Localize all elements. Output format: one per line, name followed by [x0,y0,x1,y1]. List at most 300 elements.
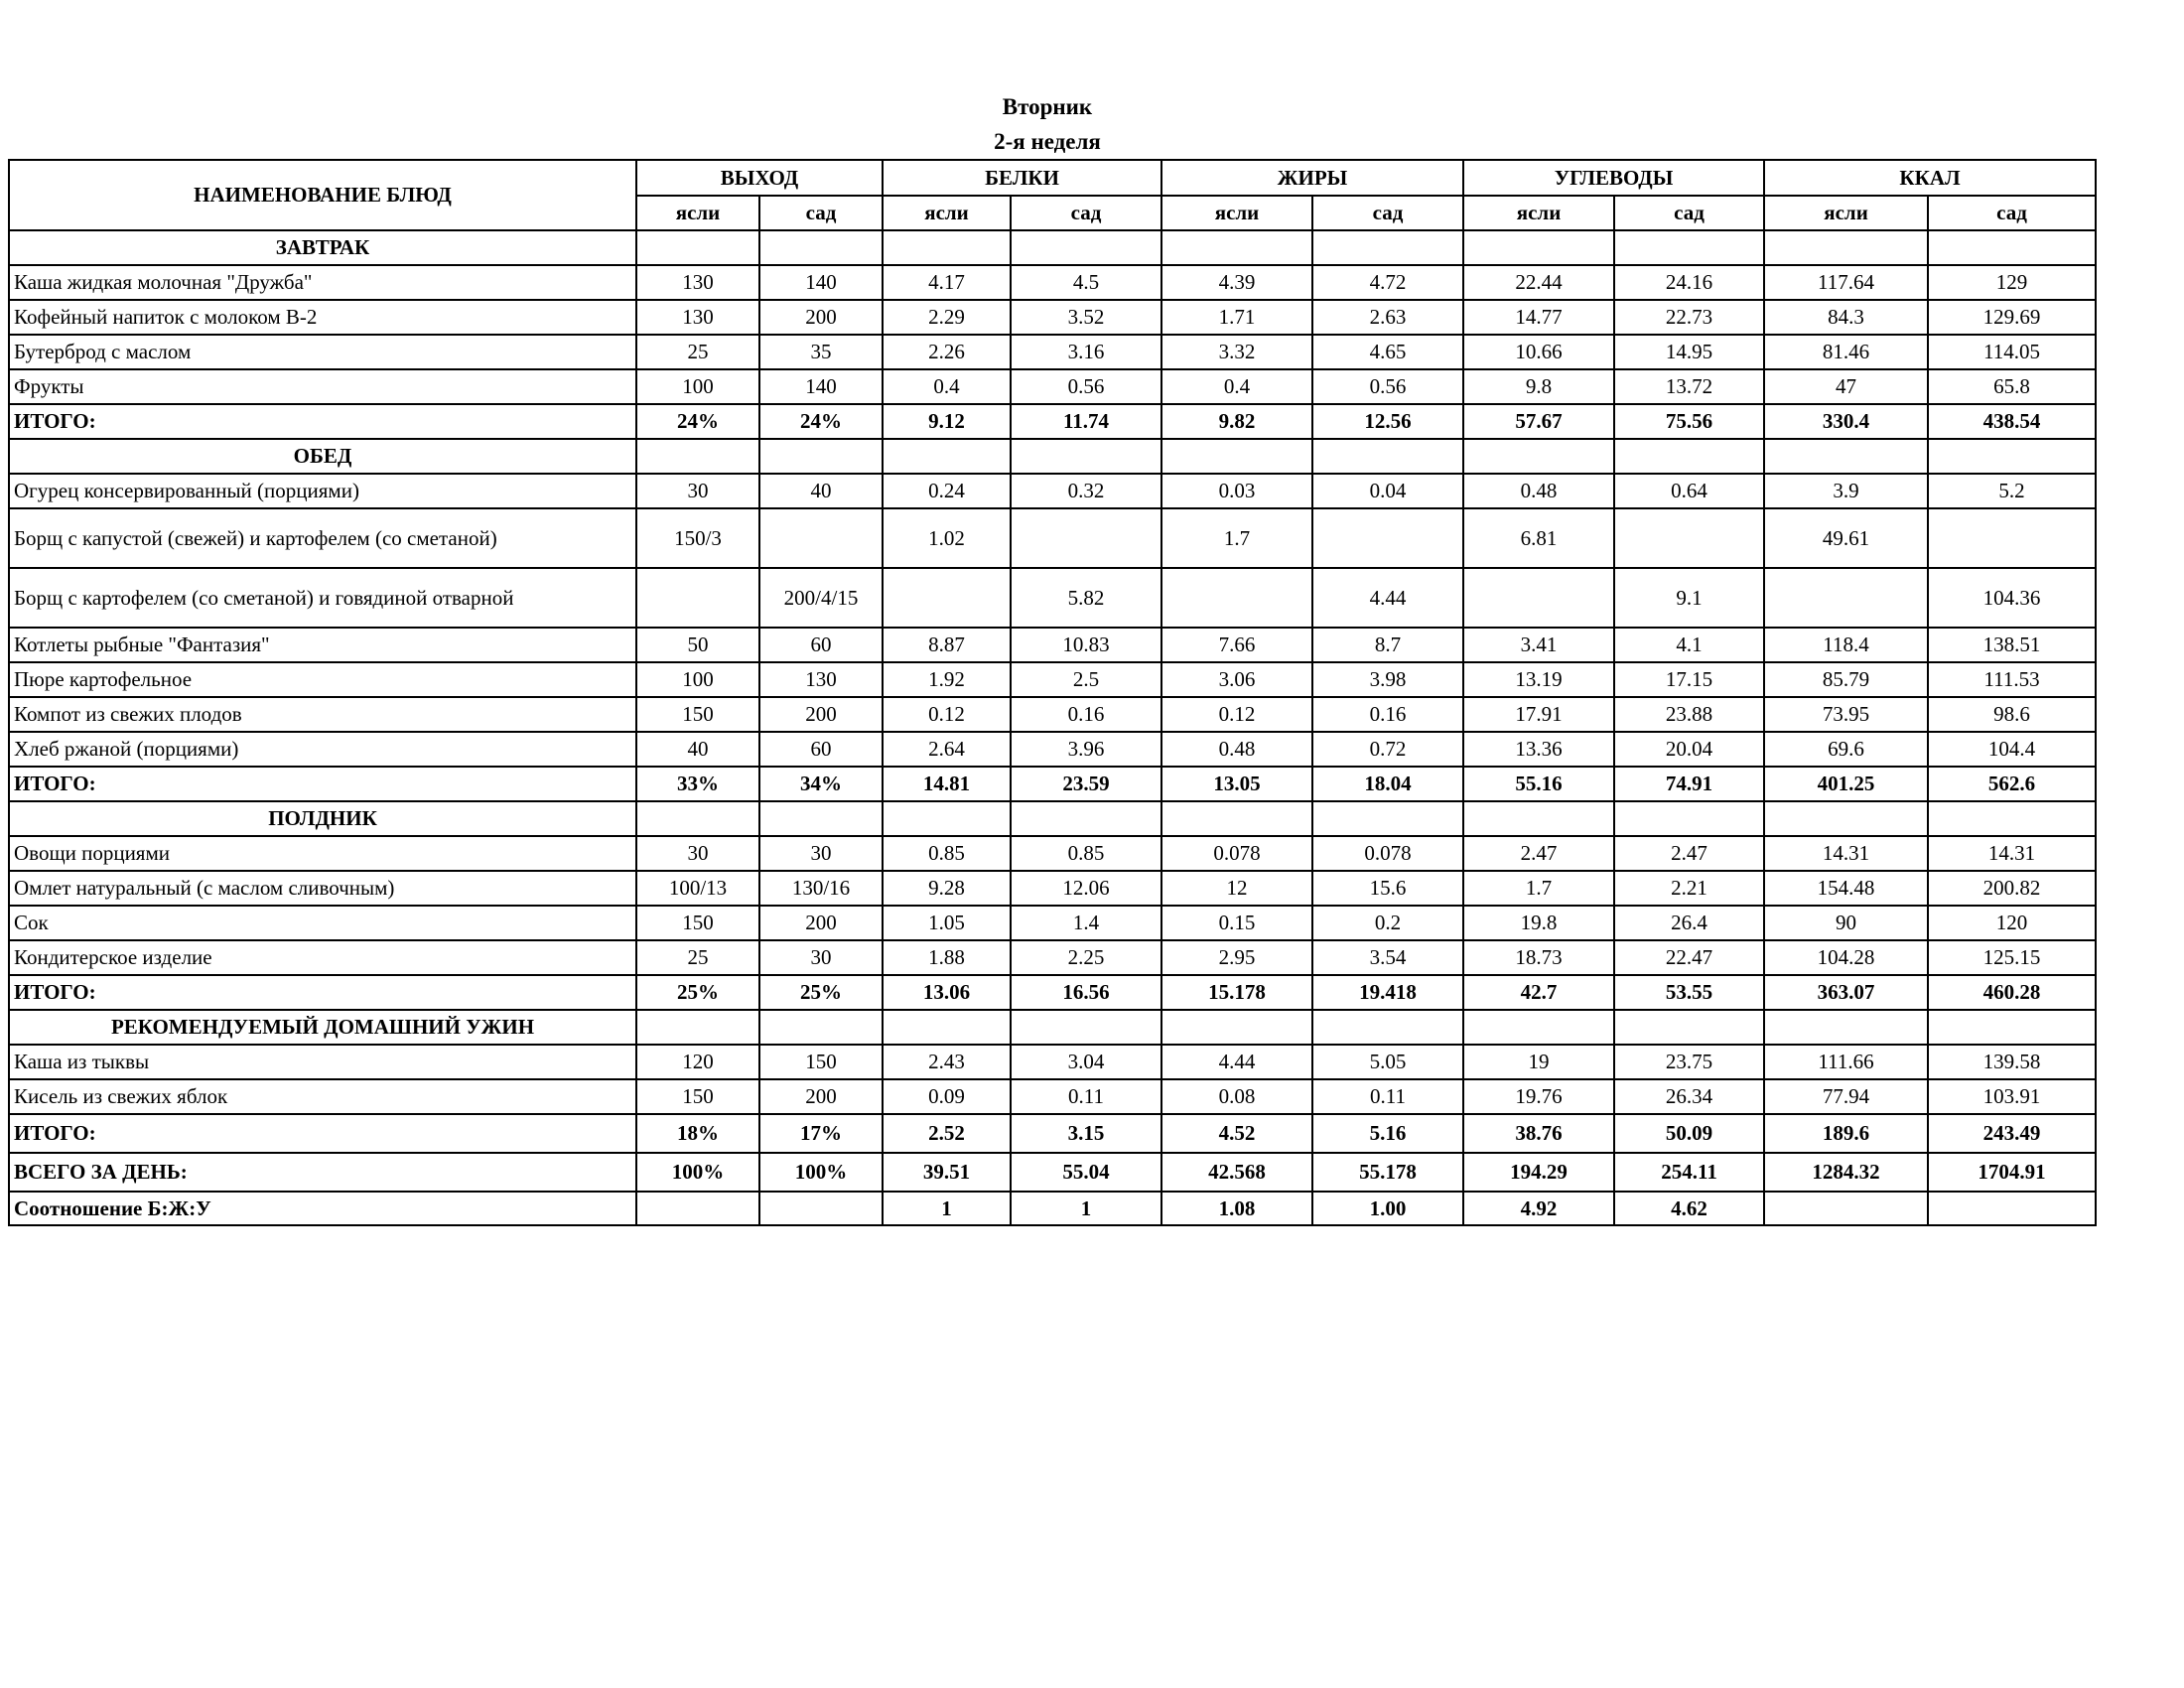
dish-name: Кофейный напиток с молоком В-2 [9,300,636,335]
cell-protein-kindergarten: 3.04 [1011,1045,1161,1079]
cell-yield-nursery [636,439,759,474]
cell-carbs-kindergarten: 4.62 [1614,1192,1764,1225]
column-group-protein: БЕЛКИ [883,160,1161,196]
cell-carbs-nursery: 9.8 [1463,369,1614,404]
cell-kcal-nursery: 189.6 [1764,1114,1928,1153]
cell-protein-nursery: 2.43 [883,1045,1011,1079]
cell-yield-kindergarten: 34% [759,767,883,801]
cell-yield-kindergarten: 200 [759,697,883,732]
cell-yield-nursery: 100 [636,369,759,404]
cell-carbs-kindergarten: 20.04 [1614,732,1764,767]
cell-yield-nursery: 33% [636,767,759,801]
cell-protein-nursery [883,568,1011,628]
dish-name: Фрукты [9,369,636,404]
cell-protein-nursery: 0.4 [883,369,1011,404]
cell-yield-nursery: 25% [636,975,759,1010]
cell-fat-nursery [1161,801,1312,836]
cell-yield-kindergarten: 130 [759,662,883,697]
total-row [9,1114,2096,1153]
dish-name: Каша жидкая молочная "Дружба" [9,265,636,300]
cell-kcal-kindergarten: 139.58 [1928,1045,2096,1079]
subheader-kindergarten: сад [1011,196,1161,230]
cell-yield-nursery [636,801,759,836]
cell-yield-nursery: 130 [636,265,759,300]
cell-fat-kindergarten: 4.72 [1312,265,1463,300]
cell-fat-kindergarten: 15.6 [1312,871,1463,906]
cell-kcal-kindergarten [1928,439,2096,474]
cell-protein-kindergarten: 3.96 [1011,732,1161,767]
cell-protein-kindergarten: 0.32 [1011,474,1161,508]
cell-kcal-kindergarten: 460.28 [1928,975,2096,1010]
cell-fat-kindergarten: 55.178 [1312,1153,1463,1192]
section-row [9,801,2096,836]
cell-carbs-kindergarten: 23.88 [1614,697,1764,732]
cell-fat-kindergarten: 1.00 [1312,1192,1463,1225]
cell-yield-nursery [636,568,759,628]
ratio-row [9,1192,2096,1225]
cell-fat-kindergarten: 4.44 [1312,568,1463,628]
cell-kcal-nursery [1764,568,1928,628]
cell-carbs-nursery: 22.44 [1463,265,1614,300]
cell-yield-nursery: 120 [636,1045,759,1079]
cell-protein-nursery: 2.26 [883,335,1011,369]
cell-carbs-kindergarten: 14.95 [1614,335,1764,369]
cell-protein-kindergarten: 1.4 [1011,906,1161,940]
cell-kcal-kindergarten: 5.2 [1928,474,2096,508]
cell-kcal-nursery [1764,801,1928,836]
dish-name: Огурец консервированный (порциями) [9,474,636,508]
dish-name: ИТОГО: [9,975,636,1010]
cell-protein-nursery: 1.92 [883,662,1011,697]
cell-fat-nursery: 9.82 [1161,404,1312,439]
cell-protein-nursery: 0.09 [883,1079,1011,1114]
cell-protein-kindergarten: 4.5 [1011,265,1161,300]
subheader-kindergarten: сад [1312,196,1463,230]
cell-carbs-kindergarten [1614,439,1764,474]
cell-carbs-kindergarten: 17.15 [1614,662,1764,697]
cell-kcal-nursery: 73.95 [1764,697,1928,732]
cell-protein-kindergarten [1011,801,1161,836]
cell-carbs-nursery [1463,230,1614,265]
cell-carbs-nursery: 57.67 [1463,404,1614,439]
cell-protein-kindergarten: 0.56 [1011,369,1161,404]
cell-protein-kindergarten [1011,439,1161,474]
cell-fat-nursery: 0.15 [1161,906,1312,940]
section-title: ОБЕД [9,439,636,474]
cell-carbs-nursery: 18.73 [1463,940,1614,975]
table-row [9,335,2096,369]
cell-carbs-nursery: 3.41 [1463,628,1614,662]
cell-yield-kindergarten: 100% [759,1153,883,1192]
column-group-yield: ВЫХОД [636,160,883,196]
cell-yield-nursery: 24% [636,404,759,439]
cell-protein-nursery: 4.17 [883,265,1011,300]
dish-name: Борщ с картофелем (со сметаной) и говядиной отварной [9,568,636,628]
table-row [9,369,2096,404]
cell-carbs-nursery: 42.7 [1463,975,1614,1010]
cell-protein-nursery: 13.06 [883,975,1011,1010]
cell-yield-kindergarten: 200/4/15 [759,568,883,628]
cell-kcal-nursery [1764,1192,1928,1225]
cell-fat-nursery: 42.568 [1161,1153,1312,1192]
cell-protein-kindergarten: 11.74 [1011,404,1161,439]
cell-kcal-nursery: 401.25 [1764,767,1928,801]
cell-fat-kindergarten: 0.2 [1312,906,1463,940]
cell-kcal-nursery: 1284.32 [1764,1153,1928,1192]
table-row [9,1079,2096,1114]
cell-protein-kindergarten: 1 [1011,1192,1161,1225]
cell-carbs-nursery: 1.7 [1463,871,1614,906]
cell-fat-nursery: 0.4 [1161,369,1312,404]
cell-protein-nursery: 0.24 [883,474,1011,508]
cell-fat-nursery: 13.05 [1161,767,1312,801]
subheader-nursery: ясли [1764,196,1928,230]
table-row [9,697,2096,732]
cell-kcal-kindergarten: 98.6 [1928,697,2096,732]
dish-name: Овощи порциями [9,836,636,871]
dish-name: Каша из тыквы [9,1045,636,1079]
cell-yield-nursery [636,1192,759,1225]
cell-carbs-kindergarten: 50.09 [1614,1114,1764,1153]
cell-carbs-kindergarten: 23.75 [1614,1045,1764,1079]
cell-carbs-nursery: 13.19 [1463,662,1614,697]
cell-kcal-kindergarten [1928,230,2096,265]
cell-fat-kindergarten: 2.63 [1312,300,1463,335]
cell-fat-nursery: 1.7 [1161,508,1312,568]
cell-protein-nursery: 2.29 [883,300,1011,335]
cell-fat-nursery: 4.44 [1161,1045,1312,1079]
section-row [9,1010,2096,1045]
cell-yield-kindergarten: 25% [759,975,883,1010]
cell-fat-kindergarten: 3.54 [1312,940,1463,975]
table-row [9,906,2096,940]
cell-fat-kindergarten: 5.16 [1312,1114,1463,1153]
cell-kcal-kindergarten: 103.91 [1928,1079,2096,1114]
column-group-kcal: ККАЛ [1764,160,2096,196]
cell-yield-kindergarten: 17% [759,1114,883,1153]
cell-carbs-kindergarten: 2.21 [1614,871,1764,906]
cell-kcal-kindergarten: 120 [1928,906,2096,940]
cell-kcal-kindergarten: 200.82 [1928,871,2096,906]
cell-yield-kindergarten: 200 [759,300,883,335]
section-title: РЕКОМЕНДУЕМЫЙ ДОМАШНИЙ УЖИН [9,1010,636,1045]
cell-carbs-nursery: 6.81 [1463,508,1614,568]
cell-protein-kindergarten: 2.25 [1011,940,1161,975]
cell-carbs-nursery: 14.77 [1463,300,1614,335]
cell-carbs-nursery [1463,568,1614,628]
cell-fat-kindergarten: 18.04 [1312,767,1463,801]
cell-kcal-nursery: 84.3 [1764,300,1928,335]
cell-protein-kindergarten [1011,230,1161,265]
cell-yield-kindergarten: 130/16 [759,871,883,906]
dish-name: Сок [9,906,636,940]
cell-kcal-kindergarten: 562.6 [1928,767,2096,801]
cell-fat-kindergarten: 0.11 [1312,1079,1463,1114]
cell-fat-kindergarten: 5.05 [1312,1045,1463,1079]
subheader-kindergarten: сад [1614,196,1764,230]
cell-carbs-kindergarten: 75.56 [1614,404,1764,439]
total-row [9,975,2096,1010]
cell-yield-kindergarten [759,1010,883,1045]
cell-fat-nursery: 3.32 [1161,335,1312,369]
cell-fat-nursery: 0.08 [1161,1079,1312,1114]
table-row [9,1045,2096,1079]
cell-kcal-nursery: 154.48 [1764,871,1928,906]
cell-kcal-kindergarten: 438.54 [1928,404,2096,439]
total-row [9,767,2096,801]
subheader-nursery: ясли [1161,196,1312,230]
cell-kcal-kindergarten: 243.49 [1928,1114,2096,1153]
cell-fat-kindergarten: 0.16 [1312,697,1463,732]
cell-carbs-nursery: 0.48 [1463,474,1614,508]
cell-kcal-nursery: 49.61 [1764,508,1928,568]
subheader-kindergarten: сад [1928,196,2096,230]
table-row [9,300,2096,335]
column-group-fat: ЖИРЫ [1161,160,1463,196]
cell-fat-nursery: 7.66 [1161,628,1312,662]
cell-protein-nursery [883,439,1011,474]
cell-carbs-kindergarten: 2.47 [1614,836,1764,871]
cell-yield-kindergarten [759,1192,883,1225]
cell-protein-nursery: 9.28 [883,871,1011,906]
dish-name: Соотношение Б:Ж:У [9,1192,636,1225]
cell-yield-kindergarten: 30 [759,836,883,871]
cell-kcal-nursery [1764,230,1928,265]
table-body [9,230,2096,1225]
dish-name: Котлеты рыбные "Фантазия" [9,628,636,662]
cell-kcal-nursery: 90 [1764,906,1928,940]
cell-fat-nursery: 0.12 [1161,697,1312,732]
cell-yield-kindergarten [759,801,883,836]
dish-name: ВСЕГО ЗА ДЕНЬ: [9,1153,636,1192]
cell-protein-kindergarten [1011,508,1161,568]
cell-protein-nursery: 2.52 [883,1114,1011,1153]
cell-protein-kindergarten: 0.11 [1011,1079,1161,1114]
cell-yield-nursery: 30 [636,474,759,508]
dish-name: Хлеб ржаной (порциями) [9,732,636,767]
cell-protein-kindergarten: 0.85 [1011,836,1161,871]
cell-fat-kindergarten [1312,1010,1463,1045]
cell-fat-nursery: 2.95 [1161,940,1312,975]
cell-kcal-kindergarten: 138.51 [1928,628,2096,662]
cell-carbs-nursery [1463,439,1614,474]
table-row [9,628,2096,662]
cell-kcal-kindergarten: 114.05 [1928,335,2096,369]
cell-carbs-kindergarten: 0.64 [1614,474,1764,508]
cell-fat-kindergarten: 4.65 [1312,335,1463,369]
dish-name: Борщ с капустой (свежей) и картофелем (со сметаной) [9,508,636,568]
cell-kcal-nursery: 14.31 [1764,836,1928,871]
cell-carbs-nursery: 19.8 [1463,906,1614,940]
cell-carbs-kindergarten: 74.91 [1614,767,1764,801]
cell-yield-nursery: 100/13 [636,871,759,906]
section-row [9,230,2096,265]
cell-kcal-kindergarten [1928,1010,2096,1045]
cell-kcal-nursery: 117.64 [1764,265,1928,300]
cell-carbs-kindergarten: 24.16 [1614,265,1764,300]
cell-carbs-kindergarten: 4.1 [1614,628,1764,662]
cell-carbs-nursery: 19 [1463,1045,1614,1079]
cell-fat-nursery: 0.48 [1161,732,1312,767]
cell-fat-nursery: 4.39 [1161,265,1312,300]
table-row [9,871,2096,906]
cell-yield-nursery: 40 [636,732,759,767]
cell-yield-kindergarten [759,508,883,568]
cell-carbs-kindergarten [1614,508,1764,568]
cell-protein-nursery: 8.87 [883,628,1011,662]
cell-fat-kindergarten: 19.418 [1312,975,1463,1010]
cell-carbs-kindergarten: 26.4 [1614,906,1764,940]
cell-fat-nursery [1161,568,1312,628]
table-row [9,265,2096,300]
cell-fat-kindergarten: 8.7 [1312,628,1463,662]
cell-fat-nursery: 0.03 [1161,474,1312,508]
cell-carbs-kindergarten: 13.72 [1614,369,1764,404]
cell-protein-kindergarten: 12.06 [1011,871,1161,906]
cell-kcal-nursery [1764,1010,1928,1045]
cell-yield-nursery: 18% [636,1114,759,1153]
cell-protein-nursery: 0.85 [883,836,1011,871]
cell-protein-kindergarten: 3.16 [1011,335,1161,369]
cell-protein-kindergarten: 23.59 [1011,767,1161,801]
cell-fat-kindergarten: 3.98 [1312,662,1463,697]
cell-protein-kindergarten: 0.16 [1011,697,1161,732]
cell-yield-kindergarten: 40 [759,474,883,508]
cell-protein-nursery: 1.02 [883,508,1011,568]
cell-fat-kindergarten: 0.72 [1312,732,1463,767]
header-row-groups [9,160,2096,196]
cell-carbs-nursery: 55.16 [1463,767,1614,801]
cell-protein-kindergarten: 3.15 [1011,1114,1161,1153]
cell-fat-nursery: 1.71 [1161,300,1312,335]
cell-carbs-kindergarten [1614,230,1764,265]
table-row [9,732,2096,767]
cell-carbs-kindergarten: 254.11 [1614,1153,1764,1192]
section-row [9,439,2096,474]
cell-yield-nursery: 25 [636,335,759,369]
cell-protein-kindergarten: 2.5 [1011,662,1161,697]
week-title: 2-я неделя [994,129,1101,154]
cell-kcal-kindergarten: 125.15 [1928,940,2096,975]
cell-kcal-nursery: 69.6 [1764,732,1928,767]
cell-kcal-nursery: 104.28 [1764,940,1928,975]
cell-yield-kindergarten: 35 [759,335,883,369]
dish-name: ИТОГО: [9,404,636,439]
day-title: Вторник [1002,94,1093,119]
cell-carbs-nursery: 4.92 [1463,1192,1614,1225]
cell-fat-kindergarten [1312,230,1463,265]
nutrition-table [8,159,2097,1226]
cell-fat-kindergarten: 0.078 [1312,836,1463,871]
cell-carbs-nursery [1463,1010,1614,1045]
cell-yield-kindergarten: 140 [759,265,883,300]
cell-fat-kindergarten: 12.56 [1312,404,1463,439]
cell-fat-kindergarten: 0.56 [1312,369,1463,404]
cell-fat-nursery: 0.078 [1161,836,1312,871]
cell-protein-kindergarten: 5.82 [1011,568,1161,628]
cell-kcal-nursery: 330.4 [1764,404,1928,439]
cell-carbs-kindergarten [1614,1010,1764,1045]
table-row [9,508,2096,568]
cell-yield-kindergarten [759,439,883,474]
cell-yield-kindergarten: 60 [759,628,883,662]
dish-name: ИТОГО: [9,767,636,801]
cell-kcal-nursery: 363.07 [1764,975,1928,1010]
cell-kcal-nursery [1764,439,1928,474]
cell-carbs-kindergarten: 53.55 [1614,975,1764,1010]
cell-protein-nursery: 39.51 [883,1153,1011,1192]
cell-fat-nursery: 1.08 [1161,1192,1312,1225]
cell-protein-nursery: 9.12 [883,404,1011,439]
cell-yield-kindergarten: 60 [759,732,883,767]
cell-fat-nursery: 12 [1161,871,1312,906]
cell-carbs-kindergarten: 26.34 [1614,1079,1764,1114]
cell-protein-nursery: 1.05 [883,906,1011,940]
cell-carbs-kindergarten [1614,801,1764,836]
dish-name: Омлет натуральный (с маслом сливочным) [9,871,636,906]
cell-kcal-nursery: 3.9 [1764,474,1928,508]
cell-yield-nursery: 30 [636,836,759,871]
dish-name: Кондитерское изделие [9,940,636,975]
cell-carbs-kindergarten: 9.1 [1614,568,1764,628]
cell-kcal-kindergarten: 1704.91 [1928,1153,2096,1192]
cell-kcal-nursery: 111.66 [1764,1045,1928,1079]
cell-yield-nursery: 25 [636,940,759,975]
subheader-nursery: ясли [1463,196,1614,230]
table-row [9,662,2096,697]
cell-yield-kindergarten: 24% [759,404,883,439]
dish-name: Бутерброд с маслом [9,335,636,369]
cell-yield-nursery [636,1010,759,1045]
cell-yield-nursery: 50 [636,628,759,662]
cell-fat-kindergarten [1312,508,1463,568]
cell-protein-kindergarten [1011,1010,1161,1045]
dish-name: Компот из свежих плодов [9,697,636,732]
cell-protein-nursery [883,1010,1011,1045]
cell-carbs-nursery: 19.76 [1463,1079,1614,1114]
column-group-carbs: УГЛЕВОДЫ [1463,160,1764,196]
subheader-kindergarten: сад [759,196,883,230]
cell-yield-kindergarten: 200 [759,1079,883,1114]
cell-kcal-nursery: 47 [1764,369,1928,404]
cell-carbs-nursery: 13.36 [1463,732,1614,767]
cell-fat-nursery: 15.178 [1161,975,1312,1010]
cell-protein-nursery [883,230,1011,265]
cell-carbs-kindergarten: 22.47 [1614,940,1764,975]
cell-carbs-nursery: 194.29 [1463,1153,1614,1192]
cell-protein-nursery: 0.12 [883,697,1011,732]
cell-carbs-nursery: 2.47 [1463,836,1614,871]
cell-kcal-kindergarten: 129 [1928,265,2096,300]
cell-yield-nursery: 150 [636,906,759,940]
cell-yield-nursery: 150/3 [636,508,759,568]
table-row [9,836,2096,871]
cell-yield-kindergarten: 150 [759,1045,883,1079]
cell-yield-nursery: 100% [636,1153,759,1192]
cell-yield-kindergarten [759,230,883,265]
cell-fat-kindergarten [1312,439,1463,474]
cell-fat-nursery: 3.06 [1161,662,1312,697]
dish-name: Кисель из свежих яблок [9,1079,636,1114]
cell-fat-nursery [1161,1010,1312,1045]
column-header-dish-name: НАИМЕНОВАНИЕ БЛЮД [9,160,636,230]
cell-protein-kindergarten: 3.52 [1011,300,1161,335]
cell-carbs-nursery: 17.91 [1463,697,1614,732]
dish-name: Пюре картофельное [9,662,636,697]
cell-kcal-kindergarten [1928,508,2096,568]
cell-fat-nursery [1161,439,1312,474]
cell-protein-kindergarten: 16.56 [1011,975,1161,1010]
